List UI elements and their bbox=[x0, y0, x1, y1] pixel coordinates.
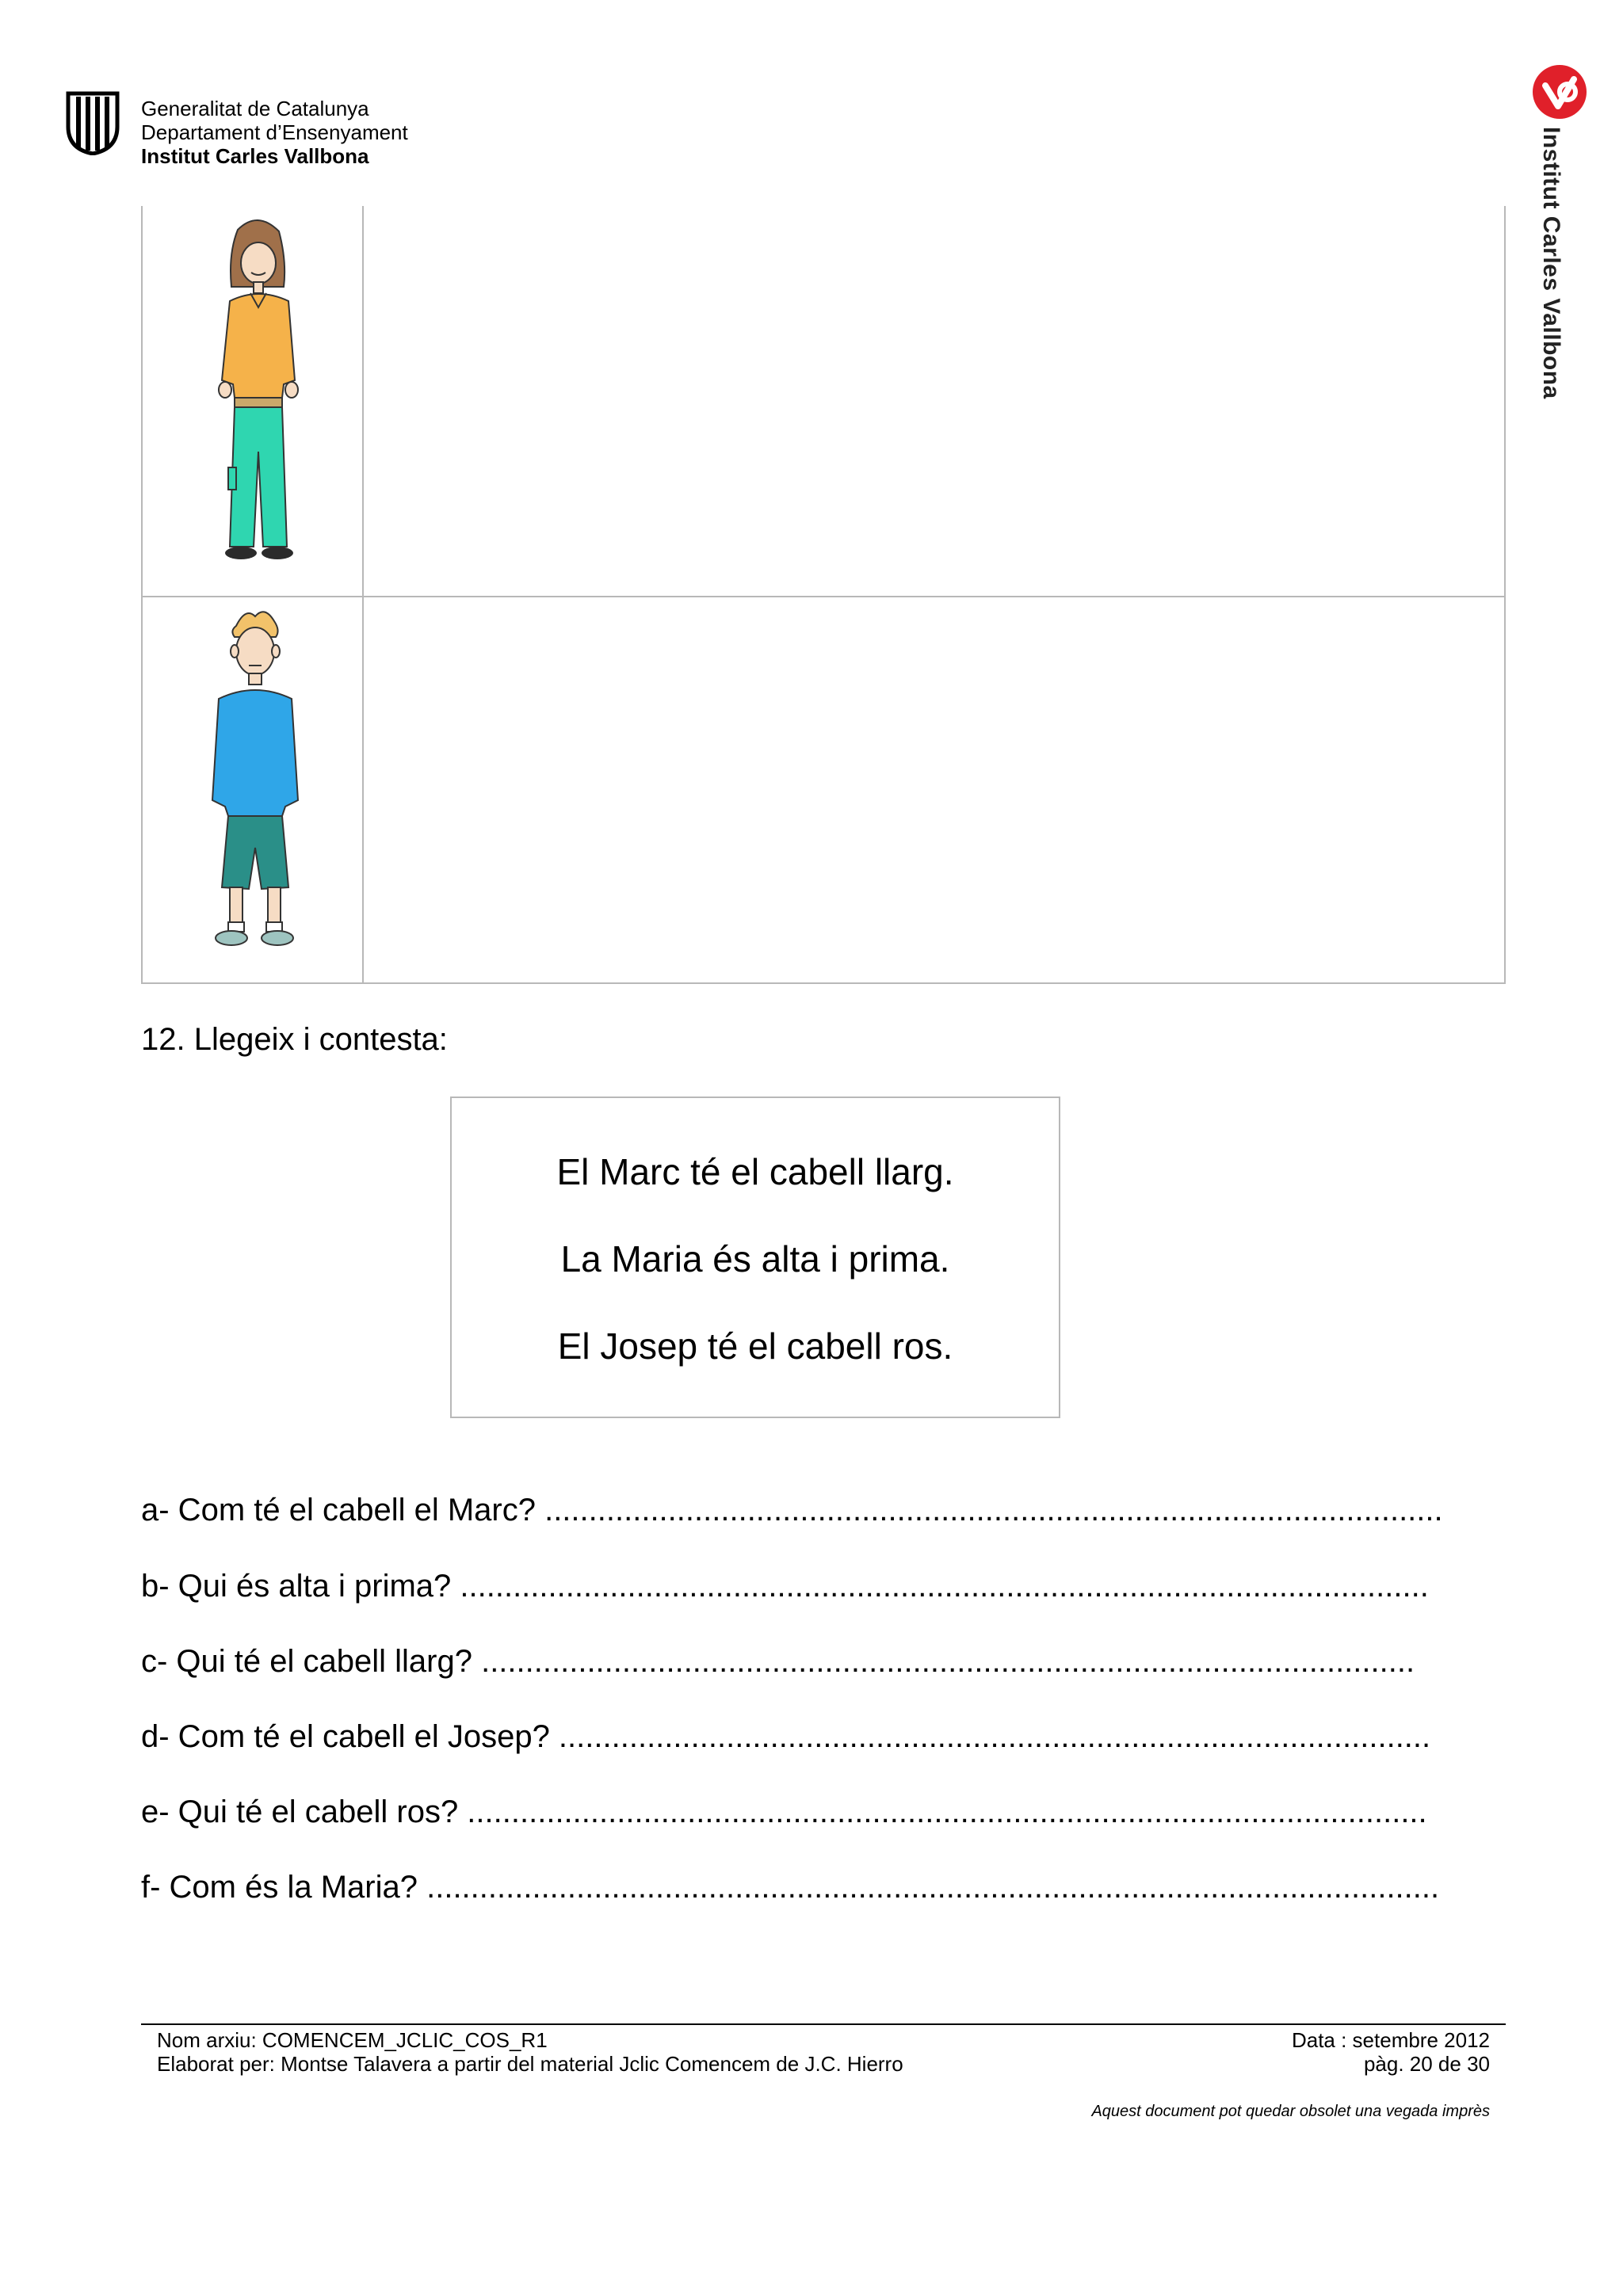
footer-disclaimer: Aquest document pot quedar obsolet una vegada imprès bbox=[1091, 2103, 1490, 2120]
generalitat-logo-icon bbox=[63, 89, 122, 155]
question-c: c- Qui té el cabell llarg? .......................................................................................................... bbox=[141, 1644, 1415, 1679]
reading-box bbox=[450, 1097, 1060, 1418]
question-a: a- Com té el cabell el Marc? ...................................................................................................... bbox=[141, 1493, 1443, 1527]
reading-line-maria: La Maria és alta i prima. bbox=[560, 1238, 950, 1280]
question-b: b- Qui és alta i prima? .............................................................................................................. bbox=[141, 1569, 1429, 1604]
header-line-department: Departament d’Ensenyament bbox=[141, 120, 408, 144]
footer-file-name: Nom arxiu: COMENCEM_JCLIC_COS_R1 bbox=[157, 2028, 548, 2052]
table-column-divider bbox=[362, 206, 364, 982]
table-row-divider bbox=[143, 596, 1504, 597]
question-d: d- Com té el cabell el Josep? ................................................................................................... bbox=[141, 1719, 1431, 1754]
question-e: e- Qui té el cabell ros? ............................................................................................................. bbox=[141, 1794, 1427, 1829]
footer-rule bbox=[141, 2023, 1506, 2025]
footer-author: Elaborat per: Montse Talavera a partir del material Jclic Comencem de J.C. Hierro bbox=[157, 2052, 903, 2076]
side-school-title-text: Institut Carles Vallbona bbox=[1538, 127, 1564, 399]
header-line-generalitat: Generalitat de Catalunya bbox=[141, 97, 369, 120]
side-school-title bbox=[1529, 127, 1577, 399]
header-line-school: Institut Carles Vallbona bbox=[141, 144, 369, 168]
footer-date: Data : setembre 2012 bbox=[1291, 2028, 1490, 2052]
reading-line-josep: El Josep té el cabell ros. bbox=[557, 1325, 953, 1367]
exercise-title: 12. Llegeix i contesta: bbox=[141, 1022, 448, 1057]
question-f: f- Com és la Maria? ................................................................................................................... bbox=[141, 1870, 1440, 1905]
footer-page-number: pàg. 20 de 30 bbox=[1363, 2052, 1490, 2076]
school-logo-icon bbox=[1529, 62, 1590, 122]
boy-figure-illustration bbox=[198, 602, 309, 959]
header-institution bbox=[141, 97, 408, 168]
girl-figure-illustration bbox=[206, 214, 309, 570]
figures-table bbox=[141, 206, 1506, 984]
reading-line-marc: El Marc té el cabell llarg. bbox=[556, 1151, 954, 1192]
